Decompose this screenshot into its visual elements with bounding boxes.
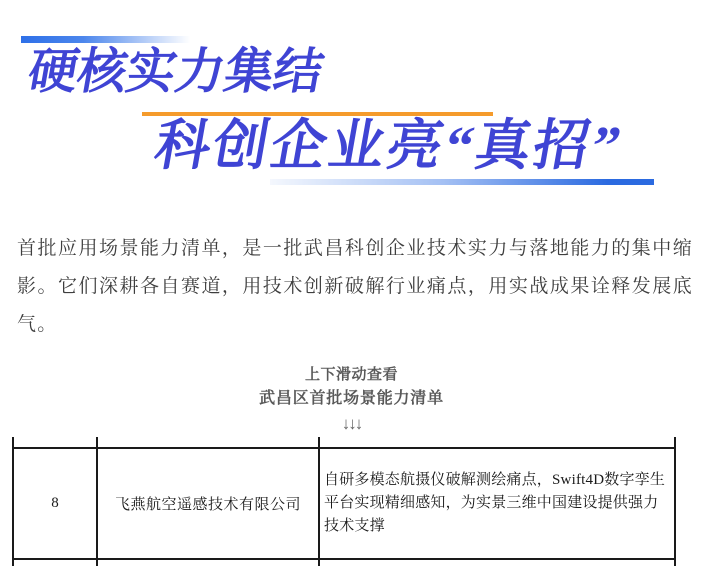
title-underline-gradient (270, 179, 654, 185)
table-row (13, 448, 675, 559)
table-cell-empty (97, 437, 319, 448)
table-row-partial-top (13, 437, 675, 448)
scroll-hint-line1: 上下滑动查看 (304, 366, 398, 383)
scroll-hint-line2: 武昌区首批场景能力清单 (259, 390, 444, 407)
down-arrows-icon: ↓↓↓ (341, 414, 362, 433)
table-cell-empty (319, 559, 675, 566)
table-cell-empty (13, 437, 97, 448)
table-cell-empty (319, 437, 675, 448)
table-cell-number: 8 (13, 448, 97, 559)
hero-title-line1: 硬核实力集结 (24, 44, 328, 99)
intro-paragraph: 首批应用场景能力清单，是一批武昌科创企业技术实力与落地能力的集中缩影。它们深耕各自赛道，用技术创新破解行业痛点，用实战成果诠释发展底气。 (17, 238, 693, 335)
table-cell-description: 自研多模态航摄仪破解测绘痛点，Swift4D数字孪生平台实现精细感知，为实景三维中国建设提供强力技术支撑 (319, 448, 675, 559)
scroll-hint-block (0, 363, 703, 435)
hero-title-line2: 科创企业亮“真招” (150, 115, 628, 176)
capability-list-table[interactable] (12, 437, 676, 566)
table-cell-company: 飞燕航空遥感技术有限公司 (97, 448, 319, 559)
table-cell-empty (97, 559, 319, 566)
table-cell-empty (13, 559, 97, 566)
table-row-partial-bottom (13, 559, 675, 566)
title-accent-bar (21, 36, 199, 43)
